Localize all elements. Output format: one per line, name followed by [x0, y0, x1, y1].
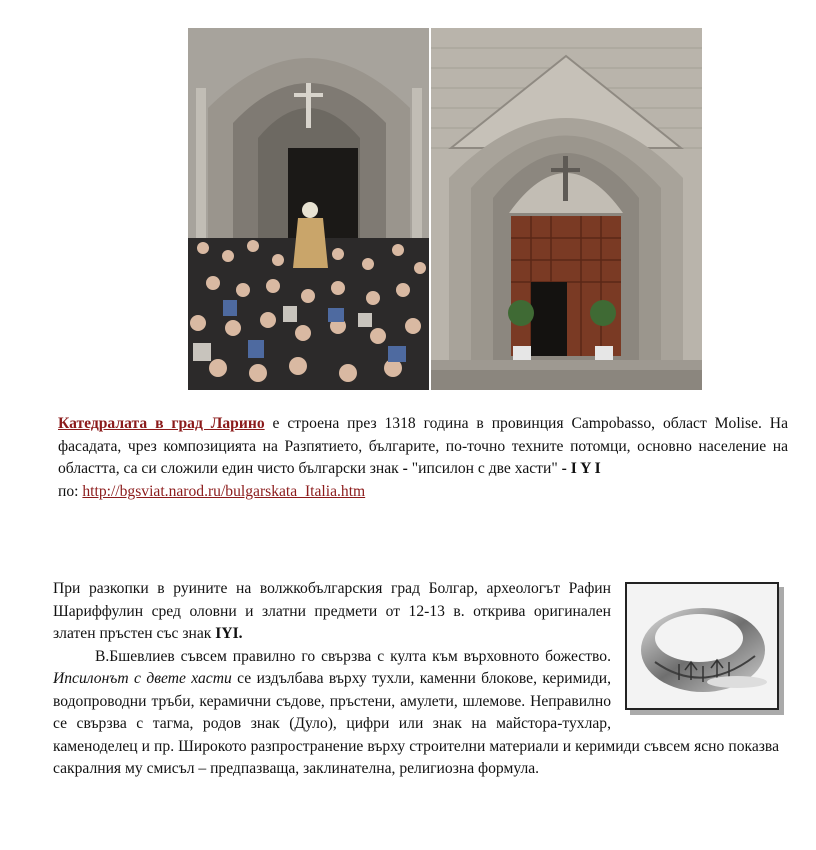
ring-text-2: В.Бшевлиев съвсем правилно го свързва с култа към върховното божество.	[95, 647, 611, 665]
dash-2: -	[561, 460, 567, 477]
symbol-quote: "ипсилон с две хасти"	[407, 460, 562, 477]
cathedral-title-link[interactable]: Катедралата в град Ларино	[58, 415, 265, 432]
cathedral-portal-photo	[431, 28, 702, 390]
symbol-iyi: I Y I	[566, 460, 601, 477]
cathedral-procession-photo	[188, 28, 429, 390]
procession-illustration	[188, 28, 429, 390]
portal-illustration	[431, 28, 702, 390]
ring-illustration	[627, 584, 777, 708]
cathedral-text: е строена през 1318 година в провинция Campobasso, област Molise. На фасадата, чрез композицията на Разпятието, българите, по-точно техните потомци, основно население на областта, са си сложили един чисто български знак	[58, 415, 788, 477]
photo-strip	[188, 28, 702, 390]
source-label: по:	[58, 482, 83, 500]
ring-photo	[625, 582, 779, 710]
ring-text-3: се издълбава върху тухли, каменни блокове, керимиди, водопроводни тръби, керамични съдове, пръстени, амулети, шлемове. Неправилно се свързва с тагма, родов знак (Дуло), цифри или знак на майстора-тухлар, каменоделец и пр. Широкото разпространение върху строителни материали и керимиди съвсем ясно показва сакралния му смисъл – предпазваща, заклинателна, религиозна формула.	[53, 670, 779, 777]
cathedral-paragraph	[58, 413, 788, 503]
ring-paragraph	[53, 578, 779, 781]
ring-italic: Ипсилонът с двете хасти	[53, 670, 232, 687]
ring-text-1: При разкопки в руините на волжкобългарския град Болгар, археологът Рафин Шариффулин сред оловни и златни предмети от 12-13 в. открива оригинален златен пръстен със знак	[53, 580, 611, 642]
ring-symbol: IYI.	[215, 625, 243, 642]
source-url-link[interactable]: http://bgsviat.narod.ru/bulgarskata_Italia.htm	[82, 482, 366, 500]
dash-1: -	[402, 460, 408, 477]
